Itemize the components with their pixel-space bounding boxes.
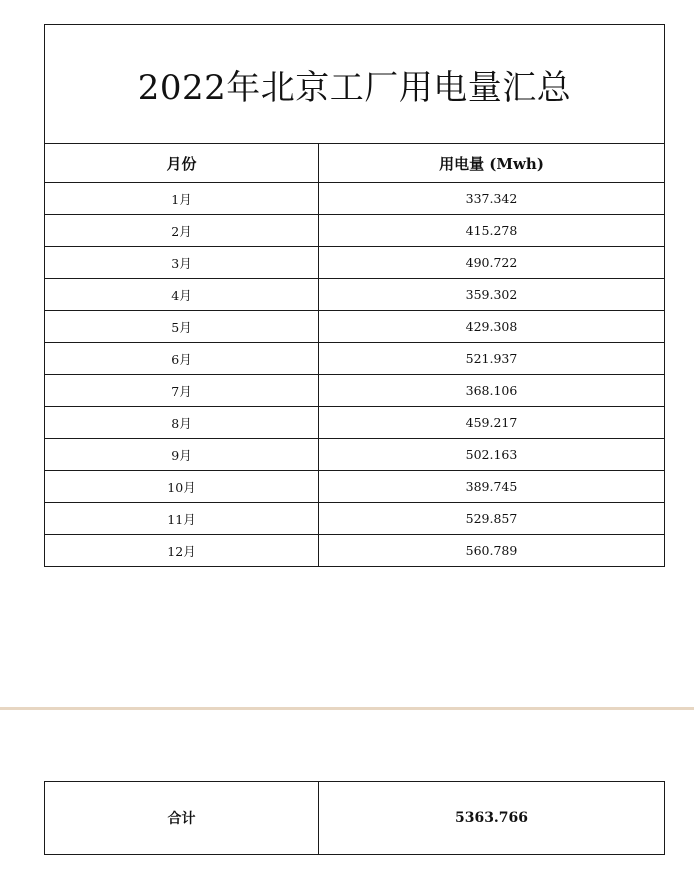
usage-cell: 429.308 [319,311,665,343]
month-cell: 11月 [45,503,319,535]
table-row [45,279,665,311]
total-value: 5363.766 [319,782,665,855]
month-cell: 1月 [45,183,319,215]
title-row [45,25,665,144]
month-cell: 3月 [45,247,319,279]
usage-cell: 560.789 [319,535,665,567]
table-row [45,535,665,567]
usage-cell: 415.278 [319,215,665,247]
month-cell: 7月 [45,375,319,407]
usage-cell: 359.302 [319,279,665,311]
usage-table-container [44,24,664,567]
usage-cell: 502.163 [319,439,665,471]
usage-table [44,24,665,567]
month-cell: 4月 [45,279,319,311]
table-row [45,247,665,279]
table-row [45,439,665,471]
month-cell: 10月 [45,471,319,503]
table-row [45,375,665,407]
month-cell: 5月 [45,311,319,343]
month-cell: 8月 [45,407,319,439]
total-table-container [44,781,664,855]
month-cell: 2月 [45,215,319,247]
usage-cell: 490.722 [319,247,665,279]
table-row [45,215,665,247]
usage-cell: 337.342 [319,183,665,215]
usage-cell: 368.106 [319,375,665,407]
total-label: 合计 [45,782,319,855]
usage-cell: 521.937 [319,343,665,375]
month-cell: 9月 [45,439,319,471]
month-cell: 12月 [45,535,319,567]
month-header: 月份 [45,144,319,183]
usage-cell: 529.857 [319,503,665,535]
table-row [45,471,665,503]
table-row [45,343,665,375]
table-row [45,311,665,343]
total-row [45,782,665,855]
usage-cell: 459.217 [319,407,665,439]
usage-header: 用电量 (Mwh) [319,144,665,183]
month-cell: 6月 [45,343,319,375]
table-row [45,407,665,439]
total-table [44,781,665,855]
page-divider [0,707,694,710]
table-row [45,183,665,215]
table-row [45,503,665,535]
table-title: 2022年北京工厂用电量汇总 [45,25,665,144]
usage-cell: 389.745 [319,471,665,503]
header-row [45,144,665,183]
